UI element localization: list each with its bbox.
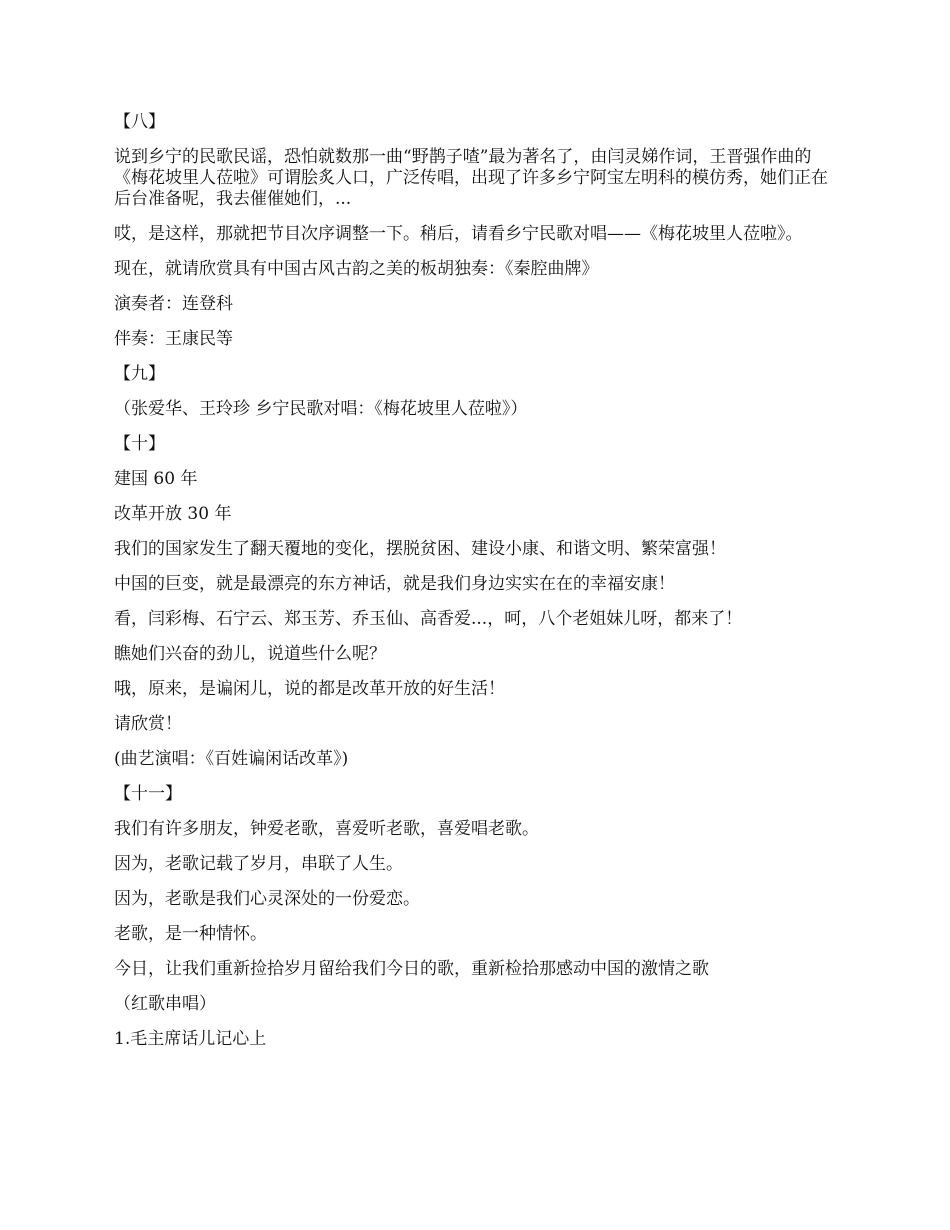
section-heading-11: 【十一】 xyxy=(114,784,182,804)
section-heading-8: 【八】 xyxy=(114,112,165,132)
program-note: （张爱华、王玲珍 乡宁民歌对唱：《梅花坡里人莅啦》） xyxy=(114,399,528,419)
paragraph: 哦，原来，是谝闲儿，说的都是改革开放的好生活！ xyxy=(114,679,505,699)
paragraph: 我们有许多朋友，钟爱老歌，喜爱听老歌，喜爱唱老歌。 xyxy=(114,819,539,839)
paragraph: 老歌，是一种情怀。 xyxy=(114,924,267,944)
paragraph: 建国 60 年 xyxy=(114,469,198,489)
paragraph: 中国的巨变，就是最漂亮的东方神话，就是我们身边实实在在的幸福安康！ xyxy=(114,574,675,594)
paragraph: 哎，是这样，那就把节目次序调整一下。稍后，请看乡宁民歌对唱——《梅花坡里人莅啦》。 xyxy=(114,224,803,244)
performer-line: 演奏者：连登科 xyxy=(114,294,233,314)
accompaniment-line: 伴奏：王康民等 xyxy=(114,329,233,349)
paragraph: 请欣赏！ xyxy=(114,714,182,734)
section-heading-9: 【九】 xyxy=(114,364,165,384)
program-note: （红歌串唱） xyxy=(114,994,216,1014)
program-note: (曲艺演唱：《百姓谝闲话改革》) xyxy=(114,749,349,769)
paragraph: 现在，就请欣赏具有中国古风古韵之美的板胡独奏：《秦腔曲牌》 xyxy=(114,259,599,279)
paragraph: 因为，老歌记载了岁月，串联了人生。 xyxy=(114,854,403,874)
paragraph: 改革开放 30 年 xyxy=(114,504,232,524)
paragraph: 因为，老歌是我们心灵深处的一份爱恋。 xyxy=(114,889,420,909)
list-item: 1.毛主席话儿记心上 xyxy=(114,1029,267,1049)
paragraph: 说到乡宁的民歌民谣，恐怕就数那一曲“野鹊子喳”最为著名了，由闫灵娣作词，王晋强作曲的《梅花坡里人莅啦》可谓脍炙人口，广泛传唱，出现了许多乡宁阿宝左明科的模仿秀，她们正在后台准备呢，我去催催她们，... xyxy=(114,147,828,209)
paragraph: 瞧她们兴奋的劲儿，说道些什么呢？ xyxy=(114,644,386,664)
document-body xyxy=(114,112,836,1064)
section-heading-10: 【十】 xyxy=(114,434,165,454)
paragraph: 看，闫彩梅、石宁云、郑玉芳、乔玉仙、高香爱...，呵，八个老姐妹儿呀，都来了！ xyxy=(114,609,743,629)
paragraph: 我们的国家发生了翻天覆地的变化，摆脱贫困、建设小康、和谐文明、繁荣富强！ xyxy=(114,539,726,559)
paragraph: 今日，让我们重新捡拾岁月留给我们今日的歌，重新检拾那感动中国的激情之歌 xyxy=(114,959,709,979)
